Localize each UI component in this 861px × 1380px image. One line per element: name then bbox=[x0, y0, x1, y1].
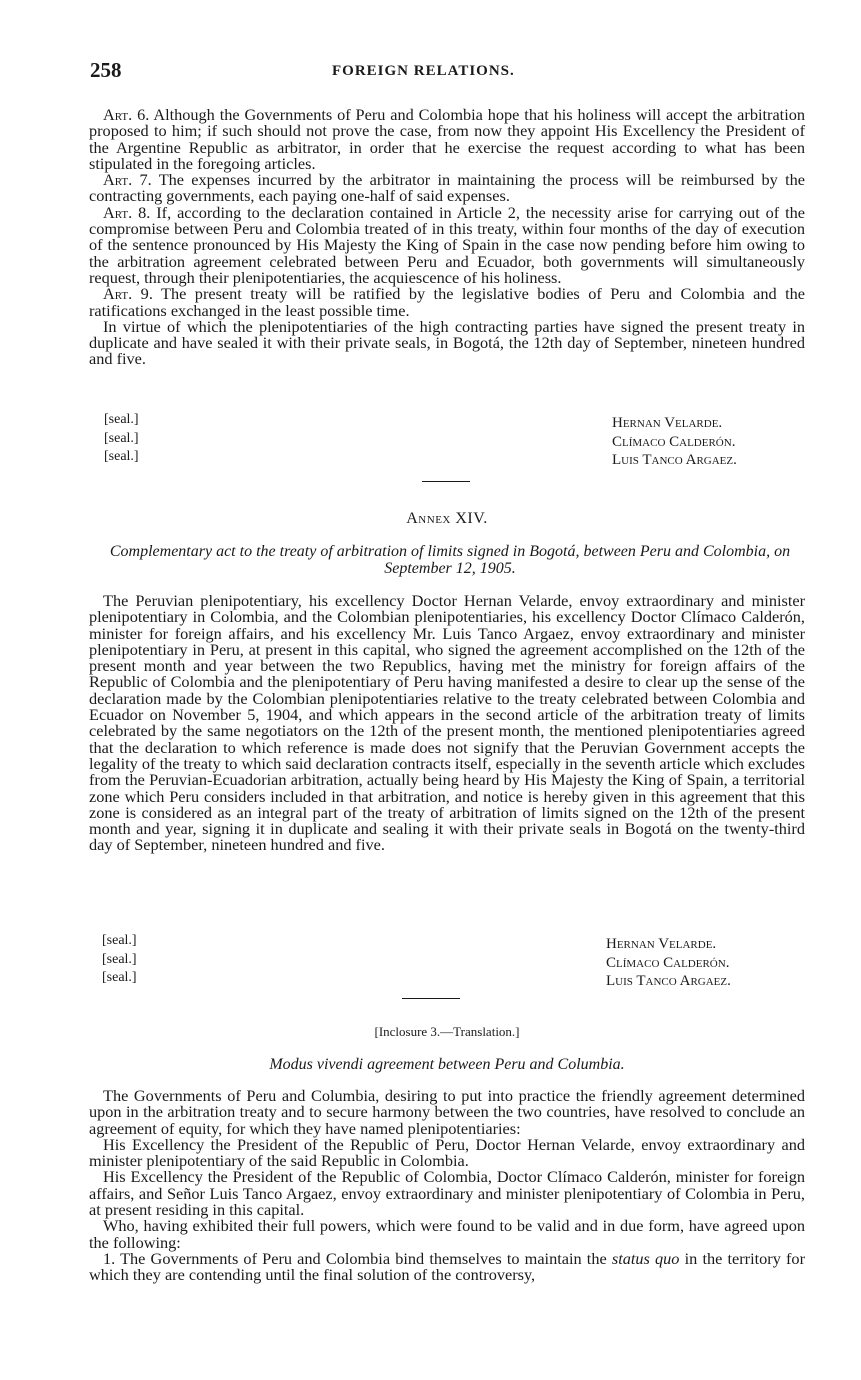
treaty-seals bbox=[104, 411, 139, 467]
seal-label: [seal.] bbox=[102, 970, 137, 985]
signer-name: Clímaco Calderón. bbox=[612, 433, 736, 450]
seal-label: [seal.] bbox=[104, 449, 139, 464]
seal-label: [seal.] bbox=[102, 933, 137, 948]
modus-paragraph: Who, having exhibited their full powers, which were found to be valid and in due form, have agreed upon the following: bbox=[89, 1216, 805, 1252]
seal-label: [seal.] bbox=[104, 430, 139, 446]
signer-name: Hernan Velarde. bbox=[612, 415, 723, 431]
treaty-articles bbox=[89, 107, 805, 368]
seal-label: [seal.] bbox=[102, 951, 137, 967]
article-1-text: in the territory for which they are contending until the final solution of the controversy, bbox=[89, 1248, 805, 1285]
modus-vivendi-title: Modus vivendi agreement between Peru and Columbia. bbox=[269, 1056, 625, 1073]
annex-body bbox=[89, 593, 805, 854]
inclosure-label: [Inclosure 3.—Translation.] bbox=[374, 1024, 520, 1039]
running-head: FOREIGN RELATIONS. bbox=[332, 63, 515, 79]
seal-label: [seal.] bbox=[104, 412, 139, 427]
article-6 bbox=[89, 107, 805, 172]
article-text: The present treaty will be ratified by the legislative bodies of Peru and Colombia and the ratifications exchanged in the least possible time. bbox=[89, 284, 805, 320]
article-label: Art. 8. bbox=[103, 202, 151, 222]
article-8 bbox=[89, 202, 805, 287]
signer-name: Luis Tanco Argaez. bbox=[612, 452, 737, 468]
article-label: Art. 6. bbox=[103, 105, 150, 124]
annex-title: Annex XIV. bbox=[406, 510, 488, 527]
annex-seals bbox=[102, 932, 137, 988]
annex-subtitle: Complementary act to the treaty of arbitration of limits signed in Bogotá, between Peru and Colombia, on September 12, 1905. bbox=[109, 543, 791, 577]
signer-name: Luis Tanco Argaez. bbox=[606, 973, 731, 989]
article-7 bbox=[89, 172, 805, 205]
article-text: Although the Governments of Peru and Colombia hope that his holiness will accept the arbitration proposed to him; if such should not prove the case, from now they appoint His Excellency the President of the Argentine Republic as arbitrator, in order that he exercise the request according to what has been stipulated in the foregoing articles. bbox=[89, 105, 805, 173]
section-divider bbox=[422, 481, 470, 482]
article-9 bbox=[89, 286, 805, 319]
signer-name: Clímaco Calderón. bbox=[606, 954, 730, 971]
modus-article-1 bbox=[89, 1248, 805, 1285]
treaty-closing bbox=[89, 316, 805, 369]
page-number: 258 bbox=[90, 58, 122, 82]
annex-signers bbox=[606, 935, 731, 991]
status-quo-term: status quo bbox=[611, 1248, 680, 1268]
article-label: Art. 9. bbox=[103, 284, 153, 304]
signer-name: Hernan Velarde. bbox=[606, 936, 717, 952]
article-text: The expenses incurred by the arbitrator in maintaining the process will be reimbursed by the contracting governments, each paying one-half of said expenses. bbox=[89, 170, 805, 206]
annex-paragraph: The Peruvian plenipotentiary, his excellency Doctor Hernan Velarde, envoy extraordinary and minister plenipotentiary in Colombia, and the Colombian plenipotentiaries, his excellency Doctor Clímaco Calderón, minister for foreign affairs, and his excellency Mr. Luis Tanco Argaez, envoy extraordinary and minister plenipotentiary in Peru, at present in this capital, who signed the agreement accomplished on the 12th of the present month and year between the two Republics, having met the ministry for foreign affairs of the Republic of Colombia and the plenipotentiary of Peru having manifested a desire to clear up the sense of the declaration made by the Colombian plenipotentiaries relative to the treaty celebrated between Colombia and Ecuador on November 5, 1904, and which appears in the second article of the arbitration treaty of limits celebrated by the same negotiators on the 12th of the present month, the mentioned plenipotentiaries agreed that the declaration to which reference is made does not signify that the Peruvian Government accepts the legality of the treaty to which said declaration contracts itself, especially in the seventh article which excludes from the Peruvian-Ecuadorian arbitration, actually being heard by His Majesty the King of Spain, a territorial zone which Peru considers included in that arbitration, and notice is hereby given in this agreement that this zone is considered as an integral part of the treaty of arbitration of limits signed on the 12th of the present month and year, signing it in duplicate and sealing it with their private seals in Bogotá on the twenty-third day of September, nineteen hundred and five. bbox=[89, 591, 805, 855]
article-label: Art. 7. bbox=[103, 170, 152, 190]
article-1-text: 1. The Governments of Peru and Colombia bind themselves to maintain the bbox=[103, 1248, 612, 1268]
modus-vivendi-body bbox=[89, 1088, 805, 1284]
closing-text: In virtue of which the plenipotentiaries of the high contracting parties have signed the present treaty in duplicate and have sealed it with their private seals, in Bogotá, the 12th day of September, nineteen hundred and five. bbox=[89, 316, 805, 369]
modus-paragraph: His Excellency the President of the Republic of Colombia, Doctor Clímaco Calderón, minister for foreign affairs, and Señor Luis Tanco Argaez, envoy extraordinary and minister plenipotentiary of Colombia in Peru, at present residing in this capital. bbox=[89, 1167, 805, 1220]
modus-paragraph: The Governments of Peru and Columbia, desiring to put into practice the friendly agreement determined upon in the arbitration treaty and to secure harmony between the two countries, have resolved to conclude an agreement of equity, for which they have named plenipotentiaries: bbox=[89, 1086, 805, 1138]
modus-paragraph: His Excellency the President of the Republic of Peru, Doctor Hernan Velarde, envoy extraordinary and minister plenipotentiary of the said Republic in Colombia. bbox=[89, 1134, 805, 1171]
treaty-signers bbox=[612, 414, 737, 470]
section-divider bbox=[402, 998, 460, 999]
article-text: If, according to the declaration contained in Article 2, the necessity arise for carrying out of the compromise between Peru and Colombia treated of in this treaty, within four months of the day of execution of the sentence pronounced by His Majesty the King of Spain in the case now pending before him owing to the arbitration agreement celebrated between Peru and Ecuador, both governments will simultaneously request, through their plenipotentiaries, the acquiescence of his holiness. bbox=[89, 202, 805, 287]
